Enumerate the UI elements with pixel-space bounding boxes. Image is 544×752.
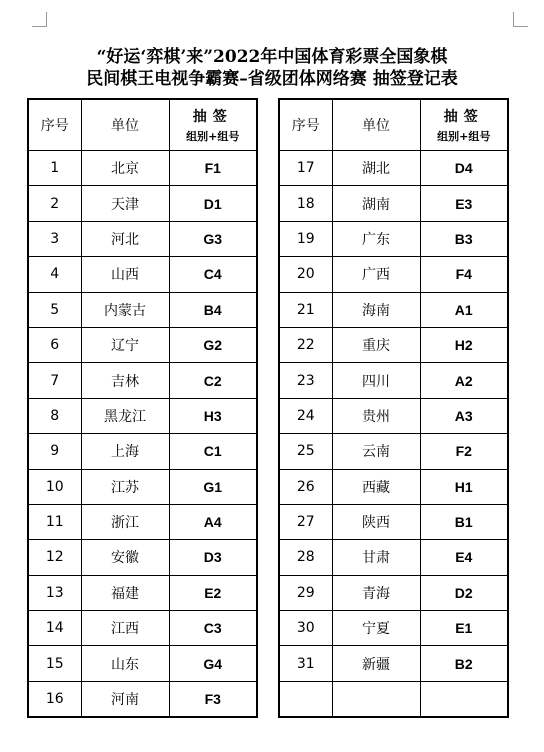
cell-draw-code: A4 xyxy=(169,504,257,539)
cell-unit: 河北 xyxy=(81,221,169,256)
cell-number: 27 xyxy=(279,504,332,539)
cell-draw-code: G4 xyxy=(169,646,257,681)
table-row xyxy=(279,151,508,186)
table-row xyxy=(279,257,508,292)
table-header-row xyxy=(279,99,508,151)
header-draw-main: 抽签 xyxy=(443,109,484,125)
cell-number: 25 xyxy=(279,434,332,469)
cell-unit: 山东 xyxy=(81,646,169,681)
cell-number: 26 xyxy=(279,469,332,504)
cell-draw-code: G2 xyxy=(169,327,257,362)
cell-unit: 湖北 xyxy=(332,151,420,186)
cell-number: 21 xyxy=(279,292,332,327)
table-row xyxy=(28,257,257,292)
table-row xyxy=(28,646,257,681)
cell-unit: 福建 xyxy=(81,575,169,610)
cell-unit: 河南 xyxy=(81,681,169,717)
cell-number: 15 xyxy=(28,646,81,681)
cell-unit: 天津 xyxy=(81,186,169,221)
cell-draw-code: H1 xyxy=(420,469,508,504)
table-row xyxy=(28,681,257,717)
cell-number: 5 xyxy=(28,292,81,327)
cell-draw-code: E3 xyxy=(420,186,508,221)
cell-draw-code: B2 xyxy=(420,646,508,681)
draw-table-left xyxy=(27,98,258,718)
cell-draw-code: E1 xyxy=(420,611,508,646)
cell-number: 11 xyxy=(28,504,81,539)
cell-draw-code: C4 xyxy=(169,257,257,292)
cell-draw-code: C3 xyxy=(169,611,257,646)
cell-draw-code: G3 xyxy=(169,221,257,256)
table-row xyxy=(28,540,257,575)
table-row xyxy=(28,292,257,327)
header-draw xyxy=(169,99,257,151)
cell-unit: 黑龙江 xyxy=(81,398,169,433)
cell-draw-code: B1 xyxy=(420,504,508,539)
cell-unit: 北京 xyxy=(81,151,169,186)
table-row xyxy=(28,151,257,186)
table-row xyxy=(279,398,508,433)
table-row xyxy=(279,327,508,362)
table-row xyxy=(279,575,508,610)
table-row xyxy=(279,504,508,539)
cell-number: 30 xyxy=(279,611,332,646)
cell-unit: 云南 xyxy=(332,434,420,469)
cell-unit: 甘肃 xyxy=(332,540,420,575)
cell-draw-code: H3 xyxy=(169,398,257,433)
table-row xyxy=(28,221,257,256)
cell-draw-code: H2 xyxy=(420,327,508,362)
cell-unit: 安徽 xyxy=(81,540,169,575)
cell-draw-code: E2 xyxy=(169,575,257,610)
table-row xyxy=(28,327,257,362)
cell-draw-code xyxy=(420,681,508,717)
document-title-line-1: “好运‘弈棋’来”2022年中国体育彩票全国象棋 xyxy=(96,47,448,67)
table-row xyxy=(28,469,257,504)
table-row xyxy=(279,221,508,256)
table-row xyxy=(28,398,257,433)
cell-draw-code: B4 xyxy=(169,292,257,327)
table-row xyxy=(279,540,508,575)
table-row xyxy=(279,611,508,646)
header-draw-sub: 组别+组号 xyxy=(186,130,240,143)
cell-unit: 宁夏 xyxy=(332,611,420,646)
cell-unit: 西藏 xyxy=(332,469,420,504)
cell-unit: 广西 xyxy=(332,257,420,292)
crop-mark-top-right xyxy=(513,12,528,27)
cell-unit xyxy=(332,681,420,717)
cell-draw-code: C1 xyxy=(169,434,257,469)
header-draw-sub: 组别+组号 xyxy=(437,130,491,143)
cell-number: 18 xyxy=(279,186,332,221)
cell-unit: 辽宁 xyxy=(81,327,169,362)
cell-unit: 海南 xyxy=(332,292,420,327)
document-title-line-2: 民间棋王电视争霸赛–省级团体网络赛 抽签登记表 xyxy=(86,69,458,89)
cell-number: 14 xyxy=(28,611,81,646)
cell-number: 28 xyxy=(279,540,332,575)
cell-draw-code: G1 xyxy=(169,469,257,504)
cell-unit: 内蒙古 xyxy=(81,292,169,327)
cell-number: 17 xyxy=(279,151,332,186)
cell-number: 16 xyxy=(28,681,81,717)
cell-unit: 新疆 xyxy=(332,646,420,681)
table-row xyxy=(28,434,257,469)
cell-number: 2 xyxy=(28,186,81,221)
header-no: 序号 xyxy=(279,99,332,151)
header-draw xyxy=(420,99,508,151)
cell-draw-code: D3 xyxy=(169,540,257,575)
cell-unit: 广东 xyxy=(332,221,420,256)
cell-unit: 贵州 xyxy=(332,398,420,433)
cell-draw-code: F4 xyxy=(420,257,508,292)
cell-draw-code: E4 xyxy=(420,540,508,575)
cell-number: 1 xyxy=(28,151,81,186)
table-row xyxy=(279,646,508,681)
cell-unit: 陕西 xyxy=(332,504,420,539)
table-row xyxy=(279,434,508,469)
cell-unit: 吉林 xyxy=(81,363,169,398)
cell-unit: 江苏 xyxy=(81,469,169,504)
cell-draw-code: A1 xyxy=(420,292,508,327)
table-row xyxy=(279,363,508,398)
table-header-row xyxy=(28,99,257,151)
table-row xyxy=(28,186,257,221)
cell-unit: 四川 xyxy=(332,363,420,398)
cell-unit: 湖南 xyxy=(332,186,420,221)
header-unit: 单位 xyxy=(332,99,420,151)
cell-number: 7 xyxy=(28,363,81,398)
cell-draw-code: D4 xyxy=(420,151,508,186)
table-row xyxy=(279,469,508,504)
cell-unit: 浙江 xyxy=(81,504,169,539)
cell-draw-code: D1 xyxy=(169,186,257,221)
cell-draw-code: A3 xyxy=(420,398,508,433)
cell-unit: 江西 xyxy=(81,611,169,646)
header-draw-main: 抽签 xyxy=(192,109,233,125)
cell-number: 31 xyxy=(279,646,332,681)
table-row xyxy=(28,575,257,610)
cell-draw-code: F1 xyxy=(169,151,257,186)
table-row xyxy=(279,186,508,221)
crop-mark-top-left xyxy=(32,12,47,27)
cell-number: 24 xyxy=(279,398,332,433)
cell-draw-code: F2 xyxy=(420,434,508,469)
table-row xyxy=(28,504,257,539)
cell-number: 22 xyxy=(279,327,332,362)
cell-number: 13 xyxy=(28,575,81,610)
cell-number: 23 xyxy=(279,363,332,398)
table-row xyxy=(28,611,257,646)
cell-number: 20 xyxy=(279,257,332,292)
cell-draw-code: A2 xyxy=(420,363,508,398)
cell-number xyxy=(279,681,332,717)
cell-number: 19 xyxy=(279,221,332,256)
cell-unit: 重庆 xyxy=(332,327,420,362)
draw-table-right xyxy=(278,98,509,718)
cell-draw-code: B3 xyxy=(420,221,508,256)
cell-number: 9 xyxy=(28,434,81,469)
header-unit: 单位 xyxy=(81,99,169,151)
cell-number: 8 xyxy=(28,398,81,433)
table-row xyxy=(279,292,508,327)
cell-draw-code: D2 xyxy=(420,575,508,610)
cell-unit: 上海 xyxy=(81,434,169,469)
table-row xyxy=(28,363,257,398)
cell-number: 10 xyxy=(28,469,81,504)
table-row xyxy=(279,681,508,717)
cell-unit: 青海 xyxy=(332,575,420,610)
cell-number: 3 xyxy=(28,221,81,256)
cell-draw-code: C2 xyxy=(169,363,257,398)
header-no: 序号 xyxy=(28,99,81,151)
cell-draw-code: F3 xyxy=(169,681,257,717)
cell-number: 29 xyxy=(279,575,332,610)
cell-number: 6 xyxy=(28,327,81,362)
cell-number: 4 xyxy=(28,257,81,292)
cell-number: 12 xyxy=(28,540,81,575)
cell-unit: 山西 xyxy=(81,257,169,292)
